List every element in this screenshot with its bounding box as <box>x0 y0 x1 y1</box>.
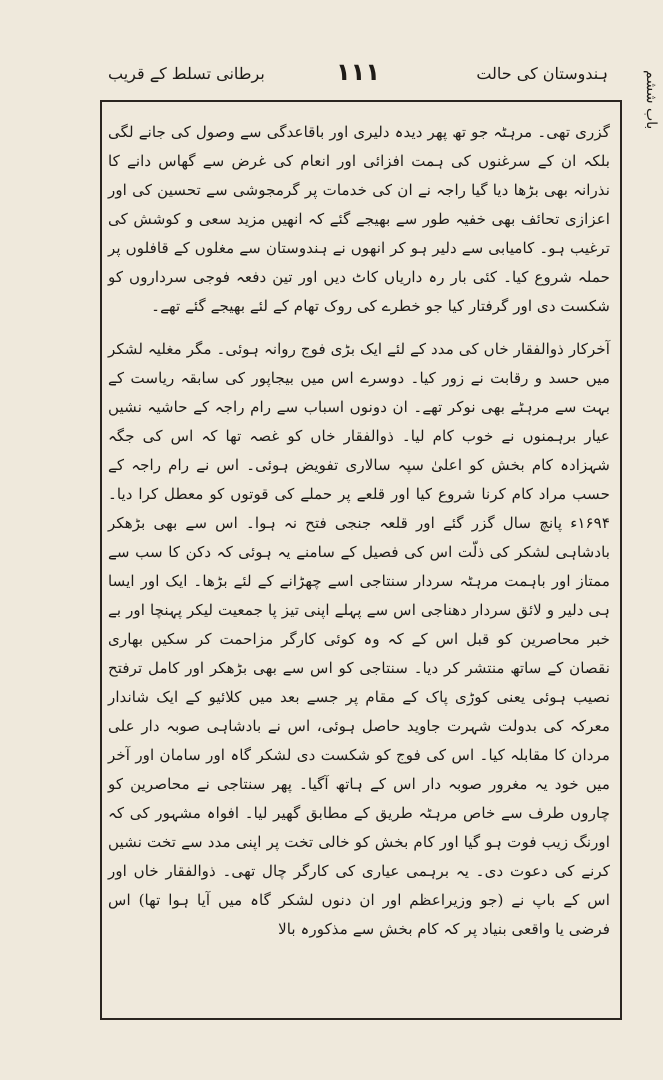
header-left-title: برطانی تسلط کے قریب <box>108 64 265 83</box>
chapter-label: باب ششم <box>643 70 659 130</box>
paragraph-2: آخرکار ذوالفقار خاں کی مدد کے لئے ایک بڑی فوج روانہ ہوئی۔ مگر مغلیہ لشکر میں حسد و رقابت نے زور کیا۔ دوسرے اس میں بیجاپور کی سابقہ ریاست کے بہت سے مرہٹے بھی نوکر تھے۔ ان دونوں اسباب سے رام راجہ کے حاشیہ نشیں عیار برہمنوں نے خوب کام لیا۔ ذوالفقار خاں کو غصہ تھا کہ اس کی جگہ شہزادہ کام بخش کو اعلیٰ سپہ سالاری تفویض ہوئی۔ اس نے رام راجہ کے حسب مراد کام کرنا شروع کیا اور قلعے پر حملے کی قوتوں کو معطل کرا دیا۔ ۱۶۹۴ء پانچ سال گزر گئے اور قلعہ جنجی فتح نہ ہوا۔ اس سے بھی بڑھکر بادشاہی لشکر کی ذلّت اس کی فصیل کے سامنے یہ ہوئی کہ دکن کا سب سے ممتاز اور باہمت مرہٹہ سردار سنتاجی اسے چھڑانے کے لئے بڑھا۔ ایک اور ایسا ہی دلیر و لائق سردار دھناجی اس سے پہلے اپنی تیز پا جمعیت لیکر پہنچا اور بے خبر محاصرین کو قبل اس کے کہ وہ کوئی کارگر مزاحمت کر سکیں بھاری نقصان کے ساتھ منتشر کر دیا۔ سنتاجی کو اس سے بھی بڑھکر اور کامل ترفتح نصیب ہوئی یعنی کوڑی پاک کے مقام پر جسے بعد میں کلائیو کے ایک شاندار معرکہ کی بدولت شہرت جاوید حاصل ہوئی، اس نے بادشاہی صوبہ دار علی مردان کا مقابلہ کیا۔ اس کی فوج کو شکست دی لشکر گاہ اور سامان اور آخر میں خود یہ مغرور صوبہ دار اس کے ہاتھ آگیا۔ پھر سنتاجی نے محاصرین کو چاروں طرف سے خاص مرہٹہ طریق کے مطابق گھیر لیا۔ افواہ مشہور کی کہ اورنگ زیب فوت ہو گیا اور کام بخش کو خالی تخت پر اپنی مدد سے تخت نشیں کرنے کی دعوت دی۔ یہ برہمی عیاری کی کارگر چال تھی۔ ذوالفقار خاں اور اس کے باپ نے (جو وزیراعظم اور ان دنوں لشکر گاہ میں آیا ہوا تھا) اس فرضی یا واقعی بنیاد پر کہ کام بخش سے مذکورہ بالا <box>108 340 610 938</box>
running-header <box>108 58 608 92</box>
paragraph-1: گزری تھی۔ مرہٹہ جو تھ پھر دیدہ دلیری اور باقاعدگی سے وصول کی جانے لگی بلکہ ان کے سرغنوں کی ہمت افزائی اور انعام کی غرض سے گھاس دانے کا نذرانہ بھی بڑھا دیا گیا راجہ نے ان کی خدمات پر گرمجوشی سے تحسین کی اور اعزازی تحائف بھی خفیہ طور سے بھیجے گئے کہ انھیں مزید سعی و کوشش کی ترغیب ہو۔ کامیابی سے دلیر ہو کر انھوں نے ہندوستان سے مغلوں کے قافلوں پر حملہ شروع کیا۔ کئی بار رہ داریاں کاٹ دیں اور تین دفعہ فوجی سرداروں کو شکست دی اور گرفتار کیا جو خطرے کی روک تھام کے لئے بھیجے گئے تھے۔ <box>108 123 610 315</box>
header-right-title: ہندوستان کی حالت <box>476 64 608 83</box>
body-text <box>108 118 610 944</box>
page-number: ۱۱۱ <box>336 58 380 86</box>
